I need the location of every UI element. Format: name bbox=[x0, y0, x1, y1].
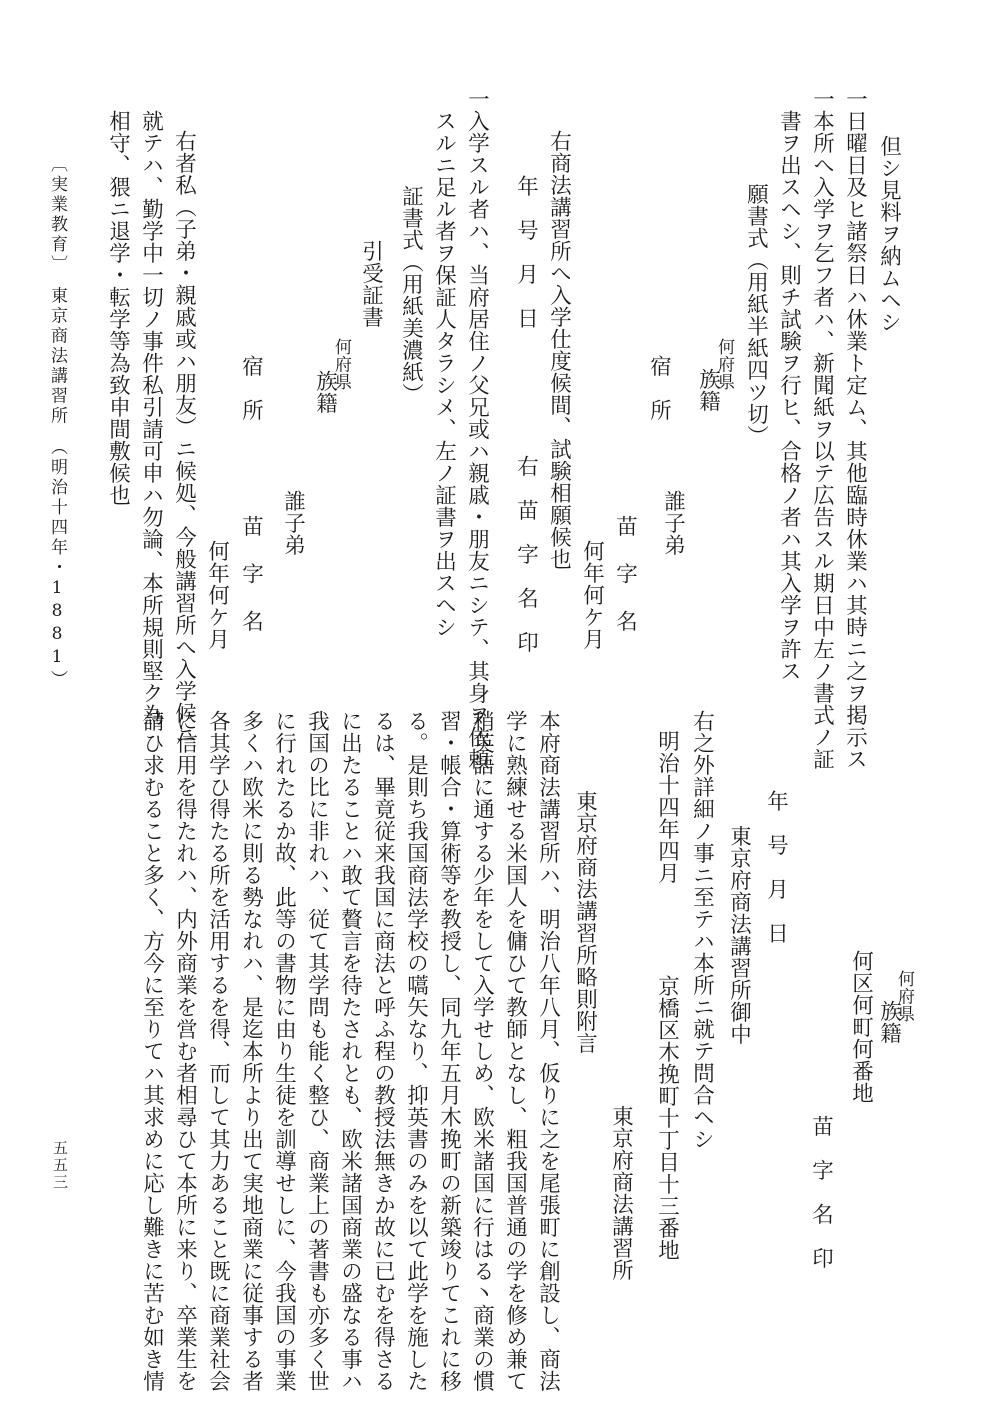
address-label: 何府県 bbox=[331, 338, 351, 391]
text-column: 稍英語に通する少年をして入学せしめ、欧米諸国に行はる丶商業の慣 bbox=[469, 710, 495, 1392]
text-column: 各其学ひ得たる所を活用するを得、而して其力あること既に商業社会 bbox=[205, 710, 231, 1392]
date-line: 年 号 月 日 bbox=[763, 790, 789, 944]
date-line: 年 号 月 日 bbox=[513, 175, 539, 329]
form-field-label: 宿 所 bbox=[238, 355, 264, 421]
text-column: るは、畢竟従来我国に商法と呼ふ程の教授法無きか故に已むを得さる bbox=[370, 710, 396, 1392]
section-heading: 東京府商法講習所略則附言 bbox=[572, 790, 598, 1054]
text-column: 引受証書 bbox=[358, 240, 384, 328]
page-number: 五五三 bbox=[51, 1140, 69, 1191]
text-column: スルニ足ル者ヲ保証人タラシメ、左ノ証書ヲ出スヘシ bbox=[431, 110, 457, 638]
text-column: 一日曜日及ヒ諸祭日ハ休業ト定ム、其他臨時休業ハ其時ニ之ヲ掲示ス bbox=[842, 88, 868, 770]
text-column: 相守、猥ニ退学・転学等為致申間敷候也 bbox=[105, 110, 131, 506]
address-label: 何府県 bbox=[714, 338, 734, 391]
text-column: 証書式（用紙美濃紙） bbox=[398, 185, 424, 405]
date-line: 明治十四年四月 bbox=[654, 730, 680, 884]
form-field-label: 誰子弟 bbox=[660, 490, 686, 556]
addressee-line: 東京府商法講習所御中 bbox=[726, 825, 752, 1045]
text-column: 学に熟練せる米国人を傭ひて教師となし、粗我国普通の学を修め兼て bbox=[502, 710, 528, 1392]
form-field-label: 苗 字 名 bbox=[612, 515, 638, 632]
text-column: 一本所へ入学ヲ乞フ者ハ、新聞紙ヲ以テ広告スル期日中左ノ書式ノ証 bbox=[809, 88, 835, 770]
text-column: 但シ見料ヲ納ムヘシ bbox=[876, 135, 902, 333]
text-column: 本府商法講習所ハ、明治八年八月、仮りに之を尾張町に創設し、商法 bbox=[535, 710, 561, 1392]
form-field-label: 苗 字 名 bbox=[238, 515, 264, 632]
address-label: 族籍 bbox=[695, 368, 721, 412]
source-footer: 〔実業教育〕 東京商法講習所 （明治十四年・1881） bbox=[47, 155, 67, 690]
form-field-label: 宿 所 bbox=[646, 355, 672, 421]
text-column: 請ひ求むること多く、方今に至りてハ其求めに応し難きに苦む如き情 bbox=[139, 710, 165, 1392]
form-field-label: 何年何ケ月 bbox=[579, 540, 605, 650]
text-column: に信用を得たれハ、内外商業を営む者相尋ひて本所に来り、卒業生を bbox=[172, 710, 198, 1392]
text-column: に出たることハ敢て贅言を待たされとも、欧米諸国商業の盛なる事ハ bbox=[337, 710, 363, 1392]
address-label: 族籍 bbox=[876, 1000, 902, 1044]
text-column: に行れたるか故、此等の書物に由り生徒を訓導せしに、今我国の事業 bbox=[271, 710, 297, 1392]
text-column: 右商法講習所へ入学仕度候間、試験相願候也 bbox=[546, 130, 572, 570]
signature-line: 苗 字 名 印 bbox=[808, 1115, 834, 1269]
address-line: 何区何町何番地 bbox=[848, 950, 874, 1104]
text-column: 右者私（子弟・親戚或ハ朋友）ニ候処、今般講習所へ入学候ニ bbox=[171, 130, 197, 746]
address-label: 族籍 bbox=[312, 370, 338, 414]
form-field-label: 何年何ケ月 bbox=[204, 540, 230, 650]
text-column: 就テハ、勤学中一切ノ事件私引請可申ハ勿論、本所規則堅ク為 bbox=[138, 110, 164, 726]
text-column: る。是則ち我国商法学校の嚆矢なり、抑英書のみを以て此学を施した bbox=[403, 710, 429, 1392]
address-label: 何府県 bbox=[894, 970, 914, 1023]
address-line: 京橋区木挽町十丁目十三番地 bbox=[654, 975, 680, 1261]
signature-line: 右 苗 字 名 印 bbox=[513, 455, 539, 653]
issuer-line: 東京府商法講習所 bbox=[608, 1105, 634, 1281]
text-column: 願書式（用紙半紙四ツ切） bbox=[743, 183, 769, 447]
text-column: 右之外詳細ノ事ニ至テハ本所ニ就テ問合ヘシ bbox=[689, 710, 715, 1150]
text-column: 習・帳合・算術等を教授し、同九年五月木挽町の新築竣りてこれに移 bbox=[436, 710, 462, 1392]
text-column: 一入学スル者ハ、当府居住ノ父兄或ハ親戚・朋友ニシテ、其身ヲ依頼 bbox=[464, 88, 490, 770]
text-column: 多くハ欧米に則る勢なれハ、是迄本所より出て実地商業に従事する者 bbox=[238, 710, 264, 1392]
text-column: 書ヲ出スヘシ、則チ試験ヲ行ヒ、合格ノ者ハ其入学ヲ許ス bbox=[776, 110, 802, 682]
text-column: 我国の比に非れハ、従て其学問も能く整ひ、商業上の著書も亦多く世 bbox=[304, 710, 330, 1392]
form-field-label: 誰子弟 bbox=[280, 490, 306, 556]
